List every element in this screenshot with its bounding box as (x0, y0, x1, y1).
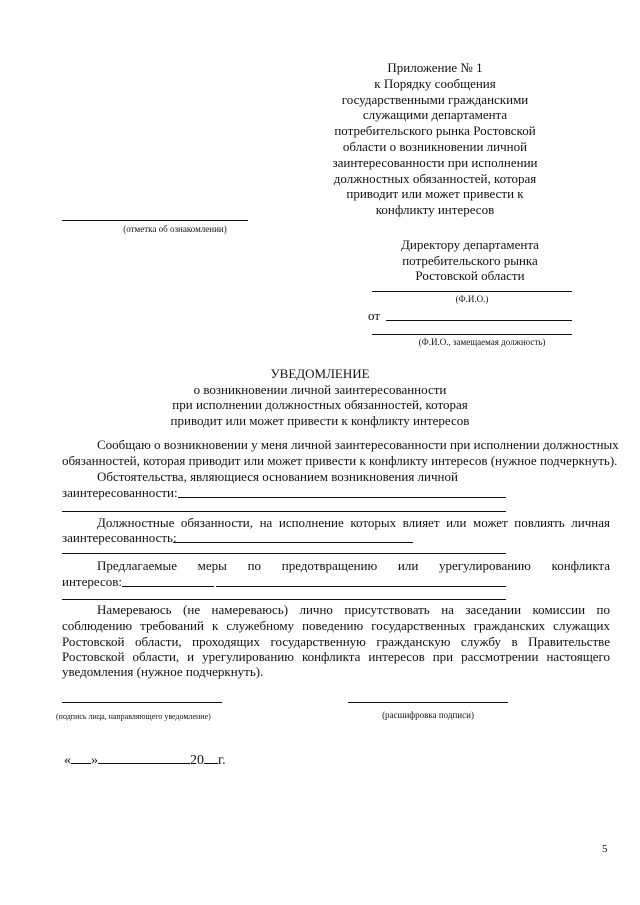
date-year-prefix: 20 (190, 753, 204, 768)
circumstances-field-extra[interactable] (62, 511, 506, 512)
measures-word: или (397, 558, 419, 573)
measures-word: Предлагаемые (97, 558, 177, 573)
date-close-quote: » (91, 753, 98, 768)
paragraph-5-line-2: соблюдению требований к служебному поведению государственных гражданских служащих (62, 618, 610, 633)
addressee-line: Ростовской области (415, 268, 525, 283)
notice-heading: УВЕДОМЛЕНИЕ (270, 366, 370, 381)
notice-subtitle: приводит или может привести к конфликту интересов (170, 412, 470, 428)
paragraph-1-line-1: Сообщаю о возникновении у меня личной заинтересованности при исполнении должностных (97, 437, 619, 452)
measures-word: по (247, 558, 262, 573)
annex-line: заинтересованности при исполнении (332, 154, 538, 170)
director-fio-caption: (Ф.И.О.) (455, 294, 489, 304)
date-year-suffix: г. (218, 753, 226, 768)
annex-line: государственными гражданскими (341, 91, 529, 107)
paragraph-1-line-2: обязанностей, которая приводит или может привести к конфликту интересов (нужное подчеркнуть). (62, 453, 618, 468)
notice-subtitle: о возникновении личной заинтересованности (193, 381, 447, 397)
duties-label: заинтересованность: (62, 530, 177, 545)
measures-word: меры (197, 558, 227, 573)
notice-title (130, 366, 510, 428)
paragraph-5-line-4: Ростовской области, и урегулированию конфликта интересов при рассмотрении настоящего (62, 649, 610, 664)
measures-word: урегулированию (439, 558, 531, 573)
paragraph-5-line-5: уведомления (нужное подчеркнуть). (62, 664, 264, 679)
from-label: от (368, 308, 381, 323)
annex-block (320, 60, 550, 218)
annex-line: области о возникновении личной (342, 138, 528, 154)
measures-field-extra[interactable] (62, 599, 506, 600)
measures-word: предотвращению (281, 558, 378, 573)
circumstances-field[interactable] (178, 497, 506, 498)
notice-subtitle: при исполнении должностных обязанностей, которая (172, 397, 468, 412)
measures-label: интересов: (62, 574, 122, 589)
sender-fio-line[interactable] (386, 320, 572, 321)
paragraph-2-line-1: Обстоятельства, являющиеся основанием возникновения личной (97, 469, 458, 484)
annex-line: Приложение № 1 (387, 60, 483, 75)
paragraph-5-line-1: Намереваюсь (не намереваюсь) лично присутствовать на заседании комиссии по (97, 602, 610, 617)
acknowledgement-line[interactable] (62, 220, 248, 221)
annex-line: приводит или может привести к (346, 186, 524, 202)
signature-caption: (подпись лица, направляющего уведомление) (56, 712, 211, 721)
page-number: 5 (602, 843, 608, 855)
paragraph-4-line-1 (97, 558, 610, 574)
addressee-line: потребительского рынка (402, 252, 538, 268)
annex-line: потребительского рынка Ростовской (334, 123, 536, 139)
addressee-block (390, 237, 550, 284)
circumstances-label: заинтересованности: (62, 485, 178, 500)
addressee-line: Директору департамента (401, 237, 539, 252)
paragraph-5-line-3: Ростовской области, проходящих государственную гражданскую службу в Правительстве (62, 634, 610, 649)
date-open-quote: « (64, 753, 71, 768)
signature-line[interactable] (62, 702, 222, 703)
annex-line: должностных обязанностей, которая (333, 170, 537, 186)
date-field (64, 751, 226, 769)
annex-line: служащими департамента (362, 107, 508, 123)
acknowledgement-caption: (отметка об ознакомлении) (123, 224, 227, 234)
duties-field-extra[interactable] (62, 553, 506, 554)
measures-field-b[interactable] (216, 586, 506, 587)
paragraph-3-line-1: Должностные обязанности, на исполнение которых влияет или может повлиять личная (97, 515, 610, 530)
date-month-blank[interactable] (98, 751, 190, 764)
sender-position-line[interactable] (372, 334, 572, 335)
annex-line: конфликту интересов (375, 202, 495, 218)
annex-line: к Порядку сообщения (374, 75, 496, 91)
signature-decoding-caption: (расшифровка подписи) (382, 710, 474, 720)
duties-field[interactable] (173, 542, 413, 543)
director-fio-line[interactable] (372, 291, 572, 292)
measures-field-a[interactable] (122, 586, 214, 587)
sender-fio-caption: (Ф.И.О., замещаемая должность) (418, 337, 546, 347)
date-day-blank[interactable] (71, 751, 91, 764)
measures-word: конфликта (551, 558, 610, 573)
signature-decoding-line[interactable] (348, 702, 508, 703)
date-year-blank[interactable] (204, 751, 218, 764)
